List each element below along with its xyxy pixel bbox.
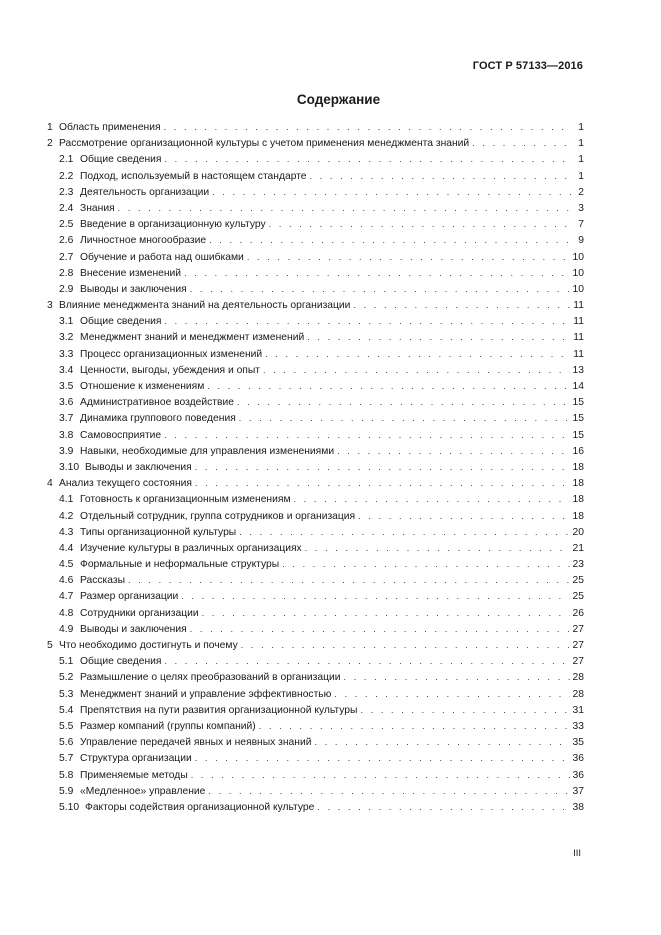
toc-entry-number: 1 xyxy=(47,122,53,133)
toc-entry-number: 5.3 xyxy=(59,688,74,700)
dot-leader xyxy=(164,119,571,135)
toc-entry-number: 3.9 xyxy=(59,445,74,457)
toc-entry-number: 5.1 xyxy=(59,656,74,668)
toc-entry-number: 3.2 xyxy=(59,332,74,344)
toc-entry[interactable] xyxy=(47,556,584,572)
toc-entry-page: 1 xyxy=(578,122,584,133)
toc-entry-page: 13 xyxy=(572,364,584,376)
toc-entry[interactable] xyxy=(47,362,584,378)
toc-entry-number: 2.3 xyxy=(59,186,74,198)
dot-leader xyxy=(128,572,570,588)
toc-entry-page: 18 xyxy=(572,478,584,490)
toc-entry-page: 27 xyxy=(572,656,584,668)
toc-entry-title: Общие сведения xyxy=(80,656,162,668)
toc-entry-number: 5.2 xyxy=(59,672,74,684)
toc-entry-title: Общие сведения xyxy=(80,316,162,328)
dot-leader xyxy=(472,135,571,151)
toc-entry-page: 21 xyxy=(572,542,584,554)
toc-entry[interactable] xyxy=(47,750,584,766)
toc-entry-title: Размер компаний (группы компаний) xyxy=(80,720,256,732)
toc-entry[interactable] xyxy=(47,297,584,313)
toc-entry-page: 2 xyxy=(578,186,584,198)
toc-entry-title: Выводы и заключения xyxy=(80,623,187,635)
toc-entry-title: Деятельность организации xyxy=(80,186,210,198)
toc-entry-page: 36 xyxy=(572,753,584,765)
toc-entry-title: Сотрудники организации xyxy=(80,607,199,619)
dot-leader xyxy=(195,475,570,491)
dot-leader xyxy=(164,313,570,329)
toc-entry-title: Выводы и заключения xyxy=(80,283,187,295)
dot-leader xyxy=(164,427,569,443)
toc-entry-page: 14 xyxy=(572,381,584,392)
dot-leader xyxy=(184,265,569,281)
dot-leader xyxy=(190,621,570,637)
toc-entry-title: Менеджмент знаний и управление эффективностью xyxy=(80,688,332,700)
toc-entry[interactable] xyxy=(47,491,584,507)
toc-entry-page: 10 xyxy=(572,283,584,295)
dot-leader xyxy=(314,734,569,750)
dot-leader xyxy=(164,151,571,167)
toc-entry[interactable] xyxy=(47,572,584,588)
toc-entry-title: Отдельный сотрудник, группа сотрудников и организация xyxy=(80,510,356,522)
toc-entry[interactable] xyxy=(47,621,584,637)
toc-entry-page: 33 xyxy=(572,720,584,732)
page-number: III xyxy=(573,848,581,859)
toc-entry-number: 5.4 xyxy=(59,704,74,716)
toc-entry-number: 4.9 xyxy=(59,623,74,635)
toc-entry[interactable] xyxy=(47,653,584,669)
toc-entry-page: 11 xyxy=(573,300,584,312)
toc-entry[interactable] xyxy=(47,265,584,281)
toc-entry[interactable] xyxy=(47,524,584,540)
toc-entry-number: 4.1 xyxy=(59,494,74,506)
toc-entry-number: 3.1 xyxy=(59,316,74,328)
dot-leader xyxy=(237,394,570,410)
dot-leader xyxy=(190,281,570,297)
toc-entry-title: Подход, используемый в настоящем стандарте xyxy=(80,170,307,182)
toc-entry[interactable] xyxy=(47,313,584,329)
toc-entry-page: 35 xyxy=(572,737,584,749)
toc-entry-number: 2.1 xyxy=(59,154,74,166)
dot-leader xyxy=(310,168,571,184)
dot-leader xyxy=(353,297,570,313)
toc-entry-number: 2.8 xyxy=(59,267,74,279)
toc-entry[interactable] xyxy=(47,783,584,799)
toc-entry-page: 9 xyxy=(578,235,584,247)
dot-leader xyxy=(269,216,571,232)
toc-entry[interactable] xyxy=(47,394,584,410)
toc-entry[interactable] xyxy=(47,184,584,200)
toc-entry[interactable] xyxy=(47,669,584,685)
toc-entry[interactable] xyxy=(47,378,584,394)
toc-entry-title: Что необходимо достигнуть и почему xyxy=(59,640,238,651)
toc-entry-title: Ценности, выгоды, убеждения и опыт xyxy=(80,364,260,376)
toc-entry-title: «Медленное» управление xyxy=(80,785,206,797)
toc-entry[interactable] xyxy=(47,249,584,265)
toc-entry-title: Формальные и неформальные структуры xyxy=(80,559,280,571)
toc-entry-title: Навыки, необходимые для управления изменениями xyxy=(80,445,335,457)
toc-entry[interactable] xyxy=(47,168,584,184)
dot-leader xyxy=(282,556,569,572)
toc-entry[interactable] xyxy=(47,605,584,621)
toc-entry-page: 25 xyxy=(572,591,584,603)
toc-entry[interactable] xyxy=(47,767,584,783)
toc-entry-title: Процесс организационных изменений xyxy=(80,348,263,360)
toc-entry-number: 4.3 xyxy=(59,526,74,538)
toc-entry-number: 5 xyxy=(47,640,53,651)
standard-code: ГОСТ Р 57133—2016 xyxy=(472,60,583,72)
toc-entry-number: 3.10 xyxy=(59,461,80,473)
toc-entry-number: 4.4 xyxy=(59,542,74,554)
toc-entry-page: 27 xyxy=(572,623,584,635)
toc-entry-page: 11 xyxy=(573,332,584,344)
toc-entry-number: 4.6 xyxy=(59,575,74,587)
toc-entry-number: 5.6 xyxy=(59,737,74,749)
dot-leader xyxy=(118,200,571,216)
toc-entry[interactable] xyxy=(47,637,584,653)
dot-leader xyxy=(209,232,571,248)
toc-entry-page: 15 xyxy=(572,397,584,409)
toc-entry-page: 3 xyxy=(578,202,584,214)
toc-entry-title: Общие сведения xyxy=(80,154,162,166)
toc-entry-number: 2.6 xyxy=(59,235,74,247)
dot-leader xyxy=(239,410,570,426)
toc-entry-title: Анализ текущего состояния xyxy=(59,478,192,490)
toc-title: Содержание xyxy=(296,92,381,107)
toc-entry-number: 5.8 xyxy=(59,769,74,781)
toc-entry-number: 3.8 xyxy=(59,429,74,441)
toc-entry[interactable] xyxy=(47,346,584,362)
toc-entry-page: 10 xyxy=(572,251,584,263)
toc-entry-page: 7 xyxy=(578,219,584,231)
toc-entry-title: Управление передачей явных и неявных знаний xyxy=(80,737,312,749)
toc-entry-title: Факторы содействия организационной культуре xyxy=(85,801,315,813)
toc-entry-number: 4.5 xyxy=(59,559,74,571)
toc-entry-page: 28 xyxy=(572,672,584,684)
toc-entry-title: Знания xyxy=(80,202,115,214)
toc-entry-page: 20 xyxy=(572,526,584,538)
dot-leader xyxy=(317,799,569,815)
dot-leader xyxy=(207,378,569,394)
toc-entry-number: 3.7 xyxy=(59,413,74,425)
dot-leader xyxy=(344,669,570,685)
toc-entry-page: 36 xyxy=(572,769,584,781)
dot-leader xyxy=(305,540,570,556)
toc-entry-title: Самовосприятие xyxy=(80,429,162,441)
toc-entry-number: 4.2 xyxy=(59,510,74,522)
toc-entry-title: Административное воздействие xyxy=(80,397,234,409)
toc-entry[interactable] xyxy=(47,200,584,216)
toc-entry-title: Личностное многообразие xyxy=(80,235,207,247)
toc-entry-page: 11 xyxy=(573,348,584,360)
dot-leader xyxy=(358,508,569,524)
toc-entry-number: 2.5 xyxy=(59,219,74,231)
dot-leader xyxy=(191,767,570,783)
toc-entry-page: 23 xyxy=(572,559,584,571)
toc-entry-page: 10 xyxy=(572,267,584,279)
toc-entry-title: Размер организации xyxy=(80,591,179,603)
toc-entry-page: 28 xyxy=(572,688,584,700)
toc-entry-number: 3.3 xyxy=(59,348,74,360)
dot-leader xyxy=(360,702,569,718)
toc-entry-page: 26 xyxy=(572,607,584,619)
toc-entry[interactable] xyxy=(47,232,584,248)
toc-entry-number: 2.9 xyxy=(59,283,74,295)
dot-leader xyxy=(265,346,570,362)
toc-entry-number: 4.8 xyxy=(59,607,74,619)
toc-entry-number: 5.7 xyxy=(59,753,74,765)
toc-entry[interactable] xyxy=(47,588,584,604)
toc-entry-page: 25 xyxy=(572,575,584,587)
toc-entry-page: 37 xyxy=(572,785,584,797)
dot-leader xyxy=(247,249,570,265)
toc-entry-title: Внесение изменений xyxy=(80,267,182,279)
toc-entry-title: Область применения xyxy=(59,122,161,133)
toc-entry-number: 2 xyxy=(47,138,53,150)
toc-entry-page: 16 xyxy=(572,445,584,457)
toc-entry-number: 2.4 xyxy=(59,202,74,214)
toc-entry[interactable] xyxy=(47,686,584,702)
toc-entry-page: 27 xyxy=(572,640,584,651)
dot-leader xyxy=(307,329,570,345)
toc-entry-number: 3.6 xyxy=(59,397,74,409)
toc-entry-title: Обучение и работа над ошибками xyxy=(80,251,244,263)
toc-entry-title: Влияние менеджмента знаний на деятельность организации xyxy=(59,300,351,312)
toc-entry-number: 3 xyxy=(47,300,53,312)
toc-entry[interactable] xyxy=(47,475,584,491)
toc-entry-number: 5.5 xyxy=(59,720,74,732)
dot-leader xyxy=(195,750,570,766)
toc-entry[interactable] xyxy=(47,329,584,345)
dot-leader xyxy=(202,605,570,621)
toc-entry-number: 4.7 xyxy=(59,591,74,603)
toc-entry-title: Рассказы xyxy=(80,575,126,587)
toc-entry[interactable] xyxy=(47,119,584,135)
toc-entry-page: 1 xyxy=(578,154,584,166)
toc-entry-page: 18 xyxy=(572,461,584,473)
toc-entry[interactable] xyxy=(47,135,584,151)
dot-leader xyxy=(239,524,569,540)
dot-leader xyxy=(164,653,569,669)
toc-entry-number: 5.9 xyxy=(59,785,74,797)
toc-entry[interactable] xyxy=(47,799,584,815)
dot-leader xyxy=(259,718,570,734)
toc-entry[interactable] xyxy=(47,540,584,556)
dot-leader xyxy=(334,686,569,702)
dot-leader xyxy=(195,459,570,475)
toc-entry-page: 18 xyxy=(572,510,584,522)
toc-entry-page: 18 xyxy=(572,494,584,506)
dot-leader xyxy=(208,783,569,799)
toc-entry-page: 38 xyxy=(572,801,584,813)
toc-entry-title: Типы организационной культуры xyxy=(80,526,237,538)
toc-entry-number: 2.2 xyxy=(59,170,74,182)
toc-entry-page: 31 xyxy=(572,704,584,716)
toc-entry-title: Изучение культуры в различных организациях xyxy=(80,542,302,554)
toc-entry[interactable] xyxy=(47,410,584,426)
toc-entry-number: 5.10 xyxy=(59,801,80,813)
toc-entry[interactable] xyxy=(47,702,584,718)
toc-entry-page: 1 xyxy=(578,170,584,182)
toc-entry-page: 1 xyxy=(578,138,584,150)
toc-entry-title: Рассмотрение организационной культуры с учетом применения менеджмента знаний xyxy=(59,138,470,150)
toc-entry[interactable] xyxy=(47,281,584,297)
toc-entry-title: Введение в организационную культуру xyxy=(80,219,266,231)
toc-entry-title: Препятствия на пути развития организационной культуры xyxy=(80,704,358,716)
toc-entry[interactable] xyxy=(47,443,584,459)
toc-entry-number: 4 xyxy=(47,478,53,490)
toc-entry-number: 2.7 xyxy=(59,251,74,263)
toc-entry-title: Размышление о целях преобразований в организации xyxy=(80,672,341,684)
toc-entry[interactable] xyxy=(47,459,584,475)
dot-leader xyxy=(337,443,569,459)
toc-entry-title: Готовность к организационным изменениям xyxy=(80,494,291,506)
toc-entry-title: Выводы и заключения xyxy=(85,461,192,473)
toc-entry-page: 15 xyxy=(572,429,584,441)
toc-entry-title: Динамика группового поведения xyxy=(80,413,236,425)
toc-entry[interactable] xyxy=(47,216,584,232)
dot-leader xyxy=(294,491,570,507)
toc-entry[interactable] xyxy=(47,508,584,524)
dot-leader xyxy=(181,588,569,604)
toc-entry[interactable] xyxy=(47,734,584,750)
toc-entry-page: 15 xyxy=(572,413,584,425)
toc-entry-number: 3.4 xyxy=(59,364,74,376)
toc-entry[interactable] xyxy=(47,427,584,443)
toc-entry[interactable] xyxy=(47,151,584,167)
toc-entry[interactable] xyxy=(47,718,584,734)
toc-entry-number: 3.5 xyxy=(59,381,74,392)
toc-entry-title: Отношение к изменениям xyxy=(80,381,205,392)
dot-leader xyxy=(212,184,571,200)
toc-entry-title: Менеджмент знаний и менеджмент изменений xyxy=(80,332,305,344)
dot-leader xyxy=(241,637,570,653)
toc-entry-title: Структура организации xyxy=(80,753,192,765)
toc-entry-page: 11 xyxy=(573,316,584,328)
dot-leader xyxy=(263,362,570,378)
table-of-contents xyxy=(47,119,584,815)
toc-entry-title: Применяемые методы xyxy=(80,769,188,781)
